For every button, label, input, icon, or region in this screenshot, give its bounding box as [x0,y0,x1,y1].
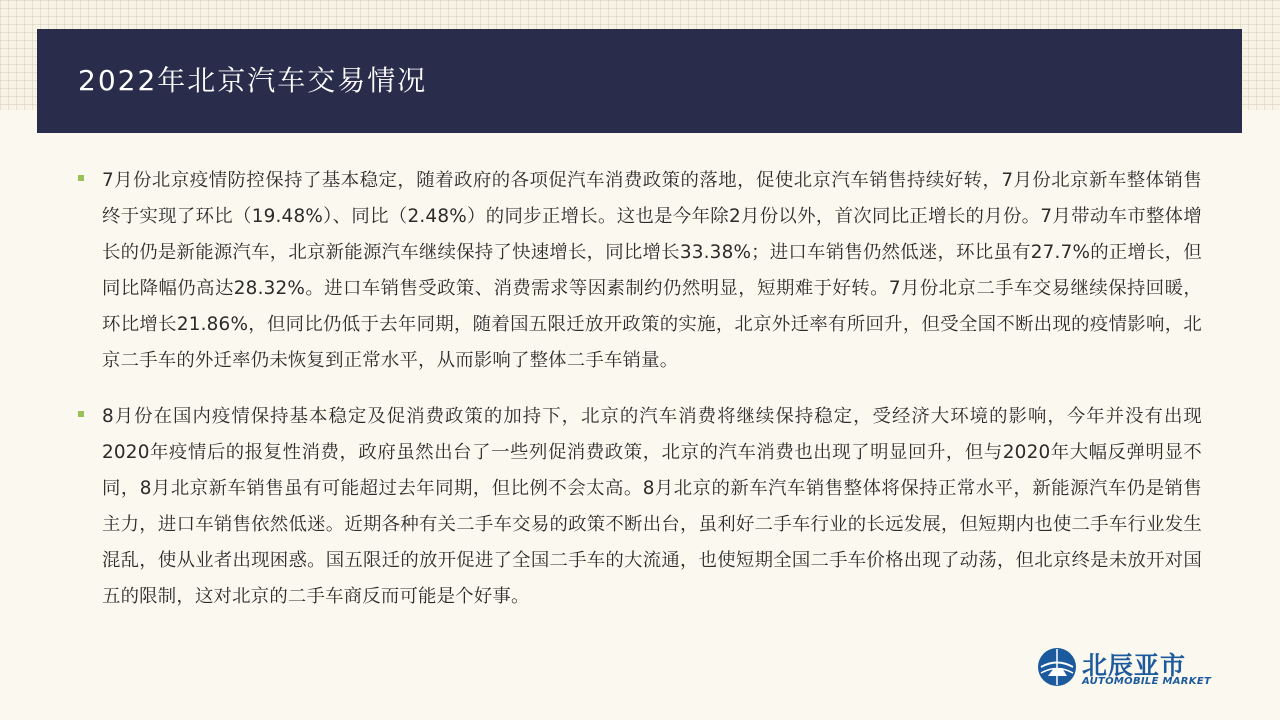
bullet-paragraph-july [78,163,1202,379]
bullet-paragraph-august [78,399,1202,615]
globe-car-icon [1036,646,1078,688]
paragraph-text: 8月份在国内疫情保持基本稳定及促消费政策的加持下，北京的汽车消费将继续保持稳定，受经济大环境的影响，今年并没有出现2020年疫情后的报复性消费，政府虽然出台了一些列促消费政策，北京的汽车消费也出现了明显回升，但与2020年大幅反弹明显不同，8月北京新车销售虽有可能超过去年同期，但比例不会太高。8月北京的新车汽车销售整体将保持正常水平，新能源汽车仍是销售主力，进口车销售依然低迷。近期各种有关二手车交易的政策不断出台，虽利好二手车行业的长远发展，但短期内也使二手车行业发生混乱，使从业者出现困惑。国五限迁的放开促进了全国二手车的大流通，也使短期全国二手车价格出现了动荡，但北京终是未放开对国五的限制，这对北京的二手车商反而可能是个好事。 [102,406,1202,607]
paragraph-text: 7月份北京疫情防控保持了基本稳定，随着政府的各项促汽车消费政策的落地，促使北京汽车销售持续好转，7月份北京新车整体销售终于实现了环比（19.48%）、同比（2.48%）的同步正增长。这也是今年除2月份以外，首次同比正增长的月份。7月带动车市整体增长的仍是新能源汽车，北京新能源汽车继续保持了快速增长，同比增长33.38%；进口车销售仍然低迷，环比虽有27.7%的正增长，但同比降幅仍高达28.32%。进口车销售受政策、消费需求等因素制约仍然明显，短期难于好转。7月份北京二手车交易继续保持回暖，环比增长21.86%，但同比仍低于去年同期，随着国五限迁放开政策的实施，北京外迁率有所回升，但受全国不断出现的疫情影响，北京二手车的外迁率仍未恢复到正常水平，从而影响了整体二手车销量。 [102,170,1202,371]
logo-name-en: AUTOMOBILE MARKET [1082,676,1212,687]
content-body [78,163,1202,635]
bullet-marker-icon [78,175,84,181]
company-logo [1036,646,1216,694]
logo-name-cn: 北辰亚市 [1082,651,1187,680]
title-bar [37,29,1242,133]
bullet-marker-icon [78,411,84,417]
slide-title: 2022年北京汽车交易情况 [78,64,428,97]
